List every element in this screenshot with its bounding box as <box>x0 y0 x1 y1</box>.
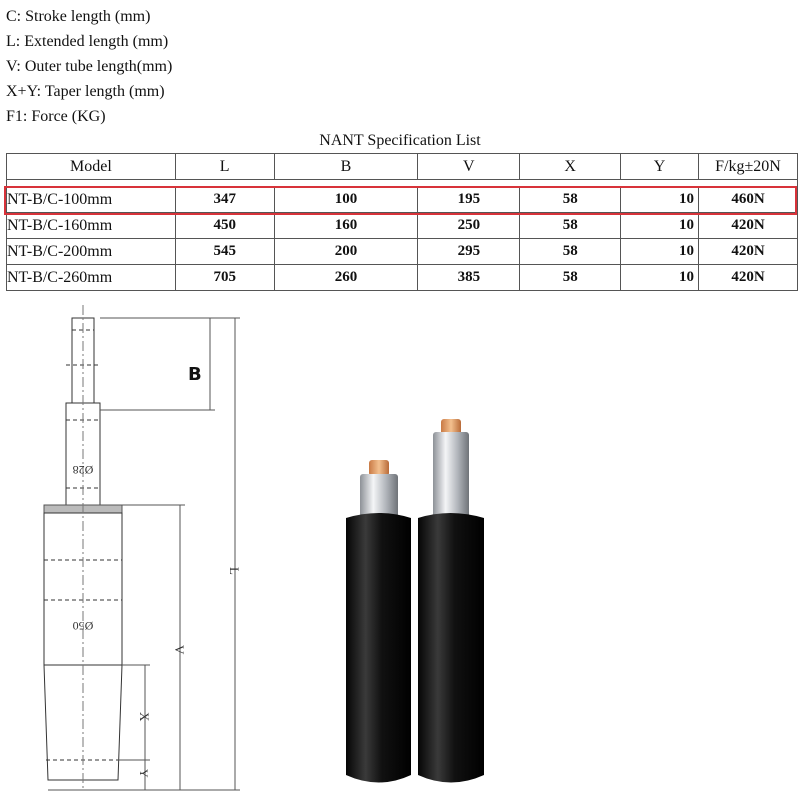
cell-l: 705 <box>175 265 274 291</box>
gas-spring-long <box>418 419 484 783</box>
cell-force: 420N <box>699 239 798 265</box>
label-diameter-outer: Ø50 <box>72 619 94 633</box>
spec-table <box>6 153 798 291</box>
cell-b: 100 <box>274 187 418 213</box>
cell-model: NT-B/C-160mm <box>7 213 176 239</box>
cell-l: 347 <box>175 187 274 213</box>
cell-force: 420N <box>699 213 798 239</box>
cell-x: 58 <box>520 265 621 291</box>
cell-y: 10 <box>621 239 699 265</box>
label-diameter-inner: Ø28 <box>72 463 94 477</box>
piston-rod <box>360 474 398 519</box>
table-title: NANT Specification List <box>319 132 481 149</box>
label-l: L <box>227 567 242 575</box>
legend-outer-tube-length: V: Outer tube length(mm) <box>6 58 173 75</box>
header-b: B <box>274 154 418 180</box>
spring-tip <box>369 460 389 476</box>
legend <box>6 4 172 129</box>
label-y: Y <box>137 769 151 778</box>
header-force: F/kg±20N <box>699 154 798 180</box>
cell-x: 58 <box>520 187 621 213</box>
piston-rod <box>433 432 469 520</box>
header-v: V <box>418 154 520 180</box>
legend-force: F1: Force (KG) <box>6 108 106 125</box>
gas-spring-illustration <box>0 300 800 800</box>
header-l: L <box>175 154 274 180</box>
cell-model: NT-B/C-200mm <box>7 239 176 265</box>
label-v: V <box>172 645 187 655</box>
cell-y: 10 <box>621 265 699 291</box>
header-x: X <box>520 154 621 180</box>
header-y: Y <box>621 154 699 180</box>
cell-l: 545 <box>175 239 274 265</box>
cell-model: NT-B/C-260mm <box>7 265 176 291</box>
table-row <box>7 213 798 239</box>
cell-v: 195 <box>418 187 520 213</box>
outer-tube-outline <box>44 305 122 790</box>
legend-extended-length: L: Extended length (mm) <box>6 33 169 50</box>
label-x: X <box>137 712 152 722</box>
cell-y: 10 <box>621 213 699 239</box>
cell-model: NT-B/C-100mm <box>7 187 176 213</box>
table-header-row <box>7 154 798 180</box>
outer-tube <box>346 513 411 783</box>
cell-v: 385 <box>418 265 520 291</box>
legend-stroke-length: C: Stroke length (mm) <box>6 8 151 25</box>
cell-x: 58 <box>520 239 621 265</box>
cell-b: 160 <box>274 213 418 239</box>
header-model: Model <box>7 154 176 180</box>
cell-v: 295 <box>418 239 520 265</box>
cell-x: 58 <box>520 213 621 239</box>
cell-b: 260 <box>274 265 418 291</box>
cell-force: 460N <box>699 187 798 213</box>
highlight-box <box>4 186 797 215</box>
table-row <box>7 239 798 265</box>
cell-v: 250 <box>418 213 520 239</box>
table-row <box>7 265 798 291</box>
cell-force: 420N <box>699 265 798 291</box>
cell-y: 10 <box>621 187 699 213</box>
cell-l: 450 <box>175 213 274 239</box>
outer-tube <box>418 513 484 783</box>
cell-b: 200 <box>274 239 418 265</box>
label-b: B <box>188 364 202 385</box>
gas-spring-short <box>346 460 411 783</box>
legend-taper-length: X+Y: Taper length (mm) <box>6 83 165 100</box>
